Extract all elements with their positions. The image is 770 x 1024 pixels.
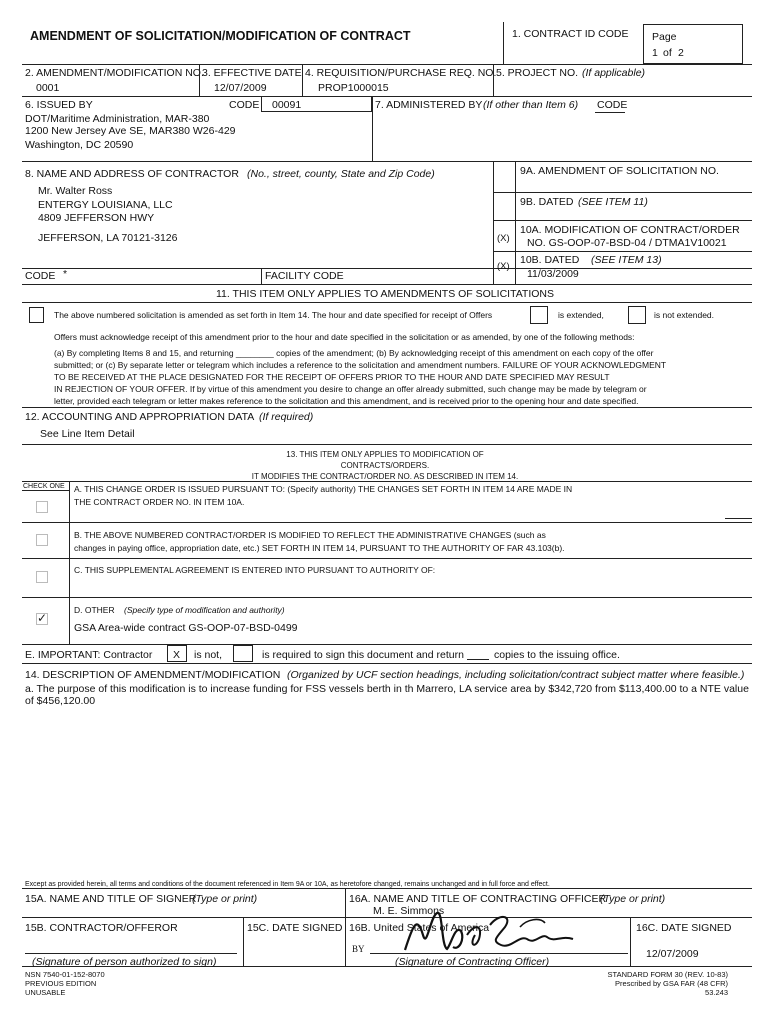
contractor-code-label: CODE — [25, 270, 56, 282]
not-extended-checkbox[interactable] — [628, 306, 646, 324]
admin-code-label: CODE — [597, 99, 628, 111]
dated-10b-label: 10B. DATED — [520, 254, 580, 266]
contractor-note: (No., street, county, State and Zip Code) — [247, 168, 435, 180]
officer-signature — [395, 905, 580, 960]
by-label: BY — [352, 944, 365, 954]
date-15c-label: 15C. DATE SIGNED — [247, 922, 343, 934]
signer-15a-label: 15A. NAME AND TITLE OF SIGNER — [25, 893, 197, 905]
administered-by-note: (If other than Item 6) — [483, 99, 579, 111]
option-b-checkbox[interactable] — [36, 534, 48, 546]
check-one-label: CHECK ONE — [23, 483, 65, 490]
effective-date-value: 12/07/2009 — [214, 82, 267, 94]
facility-code-label: FACILITY CODE — [265, 270, 344, 282]
dated-10b-mark: (X) — [497, 261, 510, 272]
item-12-note: (If required) — [259, 411, 314, 423]
modification-10a-label: 10A. MODIFICATION OF CONTRACT/ORDER — [520, 224, 740, 236]
is-required-mark-box[interactable] — [233, 645, 253, 662]
issued-line-3: Washington, DC 20590 — [25, 139, 134, 151]
item-14-text-2: of $456,120.00 — [25, 695, 96, 707]
dated-10b-value: 11/03/2009 — [527, 268, 579, 280]
page-of: of — [663, 47, 672, 59]
check-mark-icon: ✓ — [37, 611, 48, 625]
contractor-line-3: 4809 JEFFERSON HWY — [38, 212, 155, 224]
item-14-label: 14. DESCRIPTION OF AMENDMENT/MODIFICATION — [25, 669, 281, 681]
option-c-checkbox[interactable] — [36, 571, 48, 583]
signer-15a-note: (Type or print) — [192, 893, 258, 905]
option-d-note: (Specify type of modification and authority) — [124, 605, 285, 615]
option-a-line-2: THE CONTRACT ORDER NO. IN ITEM 10A. — [74, 497, 245, 507]
date-16c-value: 12/07/2009 — [646, 948, 699, 960]
item-12-value: See Line Item Detail — [40, 428, 135, 440]
item-11-para-3: submitted; or (c) By separate letter or telegram which includes a reference to the solicitation and amendment numbers. FAILURE OF YOUR ACKNOWLEDGMENT — [54, 360, 667, 370]
modification-10a-mark: (X) — [497, 233, 510, 244]
contractor-code-value: * — [63, 268, 68, 280]
except-note: Except as provided herein, all terms and conditions of the document referenced in Item 9A or 10A, as heretofore changed, remains unchanged and in full force and effect. — [25, 881, 550, 888]
item-11-title: 11. THIS ITEM ONLY APPLIES TO AMENDMENTS OF SOLICITATIONS — [215, 288, 555, 300]
dated-9b-label: 9B. DATED — [520, 196, 574, 208]
issued-code-label: CODE — [229, 99, 260, 111]
contractor-line-4: JEFFERSON, LA 70121-3126 — [38, 232, 178, 244]
item-12-label: 12. ACCOUNTING AND APPROPRIATION DATA — [25, 411, 255, 423]
nsn-number: NSN 7540-01-152-8070 — [25, 970, 105, 979]
contract-id-label: 1. CONTRACT ID CODE — [512, 28, 629, 40]
officer-16a-note: (Type or print) — [600, 893, 666, 905]
dated-10b-note: (SEE ITEM 13) — [591, 254, 662, 266]
option-b-line-1: B. THE ABOVE NUMBERED CONTRACT/ORDER IS MODIFIED TO REFLECT THE ADMINISTRATIVE CHANGES (such as — [74, 530, 546, 540]
item-14-text-1: a. The purpose of this modification is to increase funding for FSS vessels berth in th Marrero, LA service area by $342,720 from $113,400.00 to a NTE value — [25, 683, 749, 695]
issued-line-2: 1200 New Jersey Ave SE, MAR380 W26-429 — [25, 125, 236, 137]
standard-form-label: STANDARD FORM 30 (REV. 10-83) — [607, 970, 728, 979]
signature-15-caption: (Signature of person authorized to sign) — [32, 956, 217, 968]
item-13-title-2: CONTRACTS/ORDERS. — [340, 461, 430, 470]
page-num: 1 — [652, 47, 658, 59]
option-d-value: GSA Area-wide contract GS-OOP-07-BSD-0499 — [74, 622, 298, 634]
date-16c-label: 16C. DATE SIGNED — [636, 922, 732, 934]
administered-by-label: 7. ADMINISTERED BY — [375, 99, 483, 111]
amendment-no-label: 2. AMENDMENT/MODIFICATION NO. — [25, 67, 204, 79]
item-14-note: (Organized by UCF section headings, including solicitation/contract subject matter where feasible.) — [287, 669, 745, 681]
is-not-label: is not, — [194, 649, 223, 661]
project-no-note: (If applicable) — [582, 67, 646, 79]
unusable-label: UNUSABLE — [25, 988, 66, 997]
modification-10a-value: NO. GS-OOP-07-BSD-04 / DTMA1V10021 — [527, 237, 727, 249]
item-13-title-1: 13. THIS ITEM ONLY APPLIES TO MODIFICATION OF — [286, 450, 484, 459]
important-label: E. IMPORTANT: Contractor — [25, 649, 153, 661]
signature-16-caption: (Signature of Contracting Officer) — [395, 956, 550, 968]
solicitation-amended-checkbox[interactable] — [29, 307, 44, 323]
item-11-para-4: TO BE RECEIVED AT THE PLACE DESIGNATED FOR THE RECEIPT OF OFFERS PRIOR TO THE HOUR AND DATE SPECIFIED MAY RESULT — [54, 372, 610, 382]
officer-name: M. E. Simmons — [373, 905, 445, 917]
contractor-line-2: ENTERGY LOUISIANA, LLC — [38, 199, 173, 211]
form-title: AMENDMENT OF SOLICITATION/MODIFICATION OF CONTRACT — [30, 29, 411, 43]
option-a-checkbox[interactable] — [36, 501, 48, 513]
project-no-label: 5. PROJECT NO. — [496, 67, 579, 79]
requisition-value: PROP1000015 — [318, 82, 389, 94]
page-label: Page — [652, 31, 677, 43]
page-box — [643, 24, 743, 64]
contractor-15b-label: 15B. CONTRACTOR/OFFEROR — [25, 922, 178, 934]
issued-by-label: 6. ISSUED BY — [25, 99, 93, 111]
item-11-para-6: letter, provided each telegram or letter makes reference to the solicitation and this amendment, and is received prior to the opening hour and date specified. — [54, 396, 639, 406]
issued-line-1: DOT/Maritime Administration, MAR-380 — [25, 113, 210, 125]
is-not-mark: X — [173, 649, 181, 661]
option-a-line-1: A. THIS CHANGE ORDER IS ISSUED PURSUANT TO: (Specify authority) THE CHANGES SET FORTH IN ITEM 14 ARE MADE IN — [74, 484, 573, 494]
dated-9b-note: (SEE ITEM 11) — [578, 196, 648, 208]
option-b-line-2: changes in paying office, appropriation date, etc.) SET FORTH IN ITEM 14, PURSUANT TO THE AUTHORITY OF FAR 43.103(b). — [74, 543, 565, 553]
usa-16b-label: 16B. United States of America — [349, 922, 490, 934]
item-11-line-1: The above numbered solicitation is amended as set forth in Item 14. The hour and date specified for receipt of Offers — [54, 310, 493, 320]
page-total: 2 — [678, 47, 684, 59]
option-d-checkbox[interactable] — [36, 613, 48, 625]
officer-16a-label: 16A. NAME AND TITLE OF CONTRACTING OFFICER — [349, 893, 607, 905]
contractor-line-1: Mr. Walter Ross — [38, 185, 113, 197]
amendment-9a-label: 9A. AMENDMENT OF SOLICITATION NO. — [520, 165, 719, 177]
item-11-para-2: (a) By completing Items 8 and 15, and returning ________ copies of the amendment; (b) By acknowledging receipt of this amendment on each copy of the offer — [54, 348, 654, 358]
item-11-para-1: Offers must acknowledge receipt of this amendment prior to the hour and date specified in the solicitation or as amended, by one of the following methods: — [54, 332, 635, 342]
requisition-label: 4. REQUISITION/PURCHASE REQ. NO. — [305, 67, 497, 79]
effective-date-label: 3. EFFECTIVE DATE — [202, 67, 302, 79]
extended-label: is extended, — [558, 310, 604, 320]
item-13-title-3: IT MODIFIES THE CONTRACT/ORDER NO. AS DESCRIBED IN ITEM 14. — [251, 472, 519, 481]
option-d-label: D. OTHER — [74, 605, 115, 615]
important-text: is required to sign this document and return — [262, 649, 464, 661]
issued-code-value: 00091 — [272, 99, 302, 111]
copies-label: copies to the issuing office. — [494, 649, 620, 661]
option-c-line: C. THIS SUPPLEMENTAL AGREEMENT IS ENTERED INTO PURSUANT TO AUTHORITY OF: — [74, 565, 436, 575]
previous-edition: PREVIOUS EDITION — [25, 979, 97, 988]
contractor-label: 8. NAME AND ADDRESS OF CONTRACTOR — [25, 168, 239, 180]
far-number: 53.243 — [705, 988, 728, 997]
extended-checkbox[interactable] — [530, 306, 548, 324]
not-extended-label: is not extended. — [654, 310, 715, 320]
prescribed-by: Prescribed by GSA FAR (48 CFR) — [615, 979, 728, 988]
item-11-para-5: IN REJECTION OF YOUR OFFER. If by virtue of this amendment you desire to change an offer already submitted, such change may be made by telegram or — [54, 384, 647, 394]
amendment-no-value: 0001 — [36, 82, 60, 94]
